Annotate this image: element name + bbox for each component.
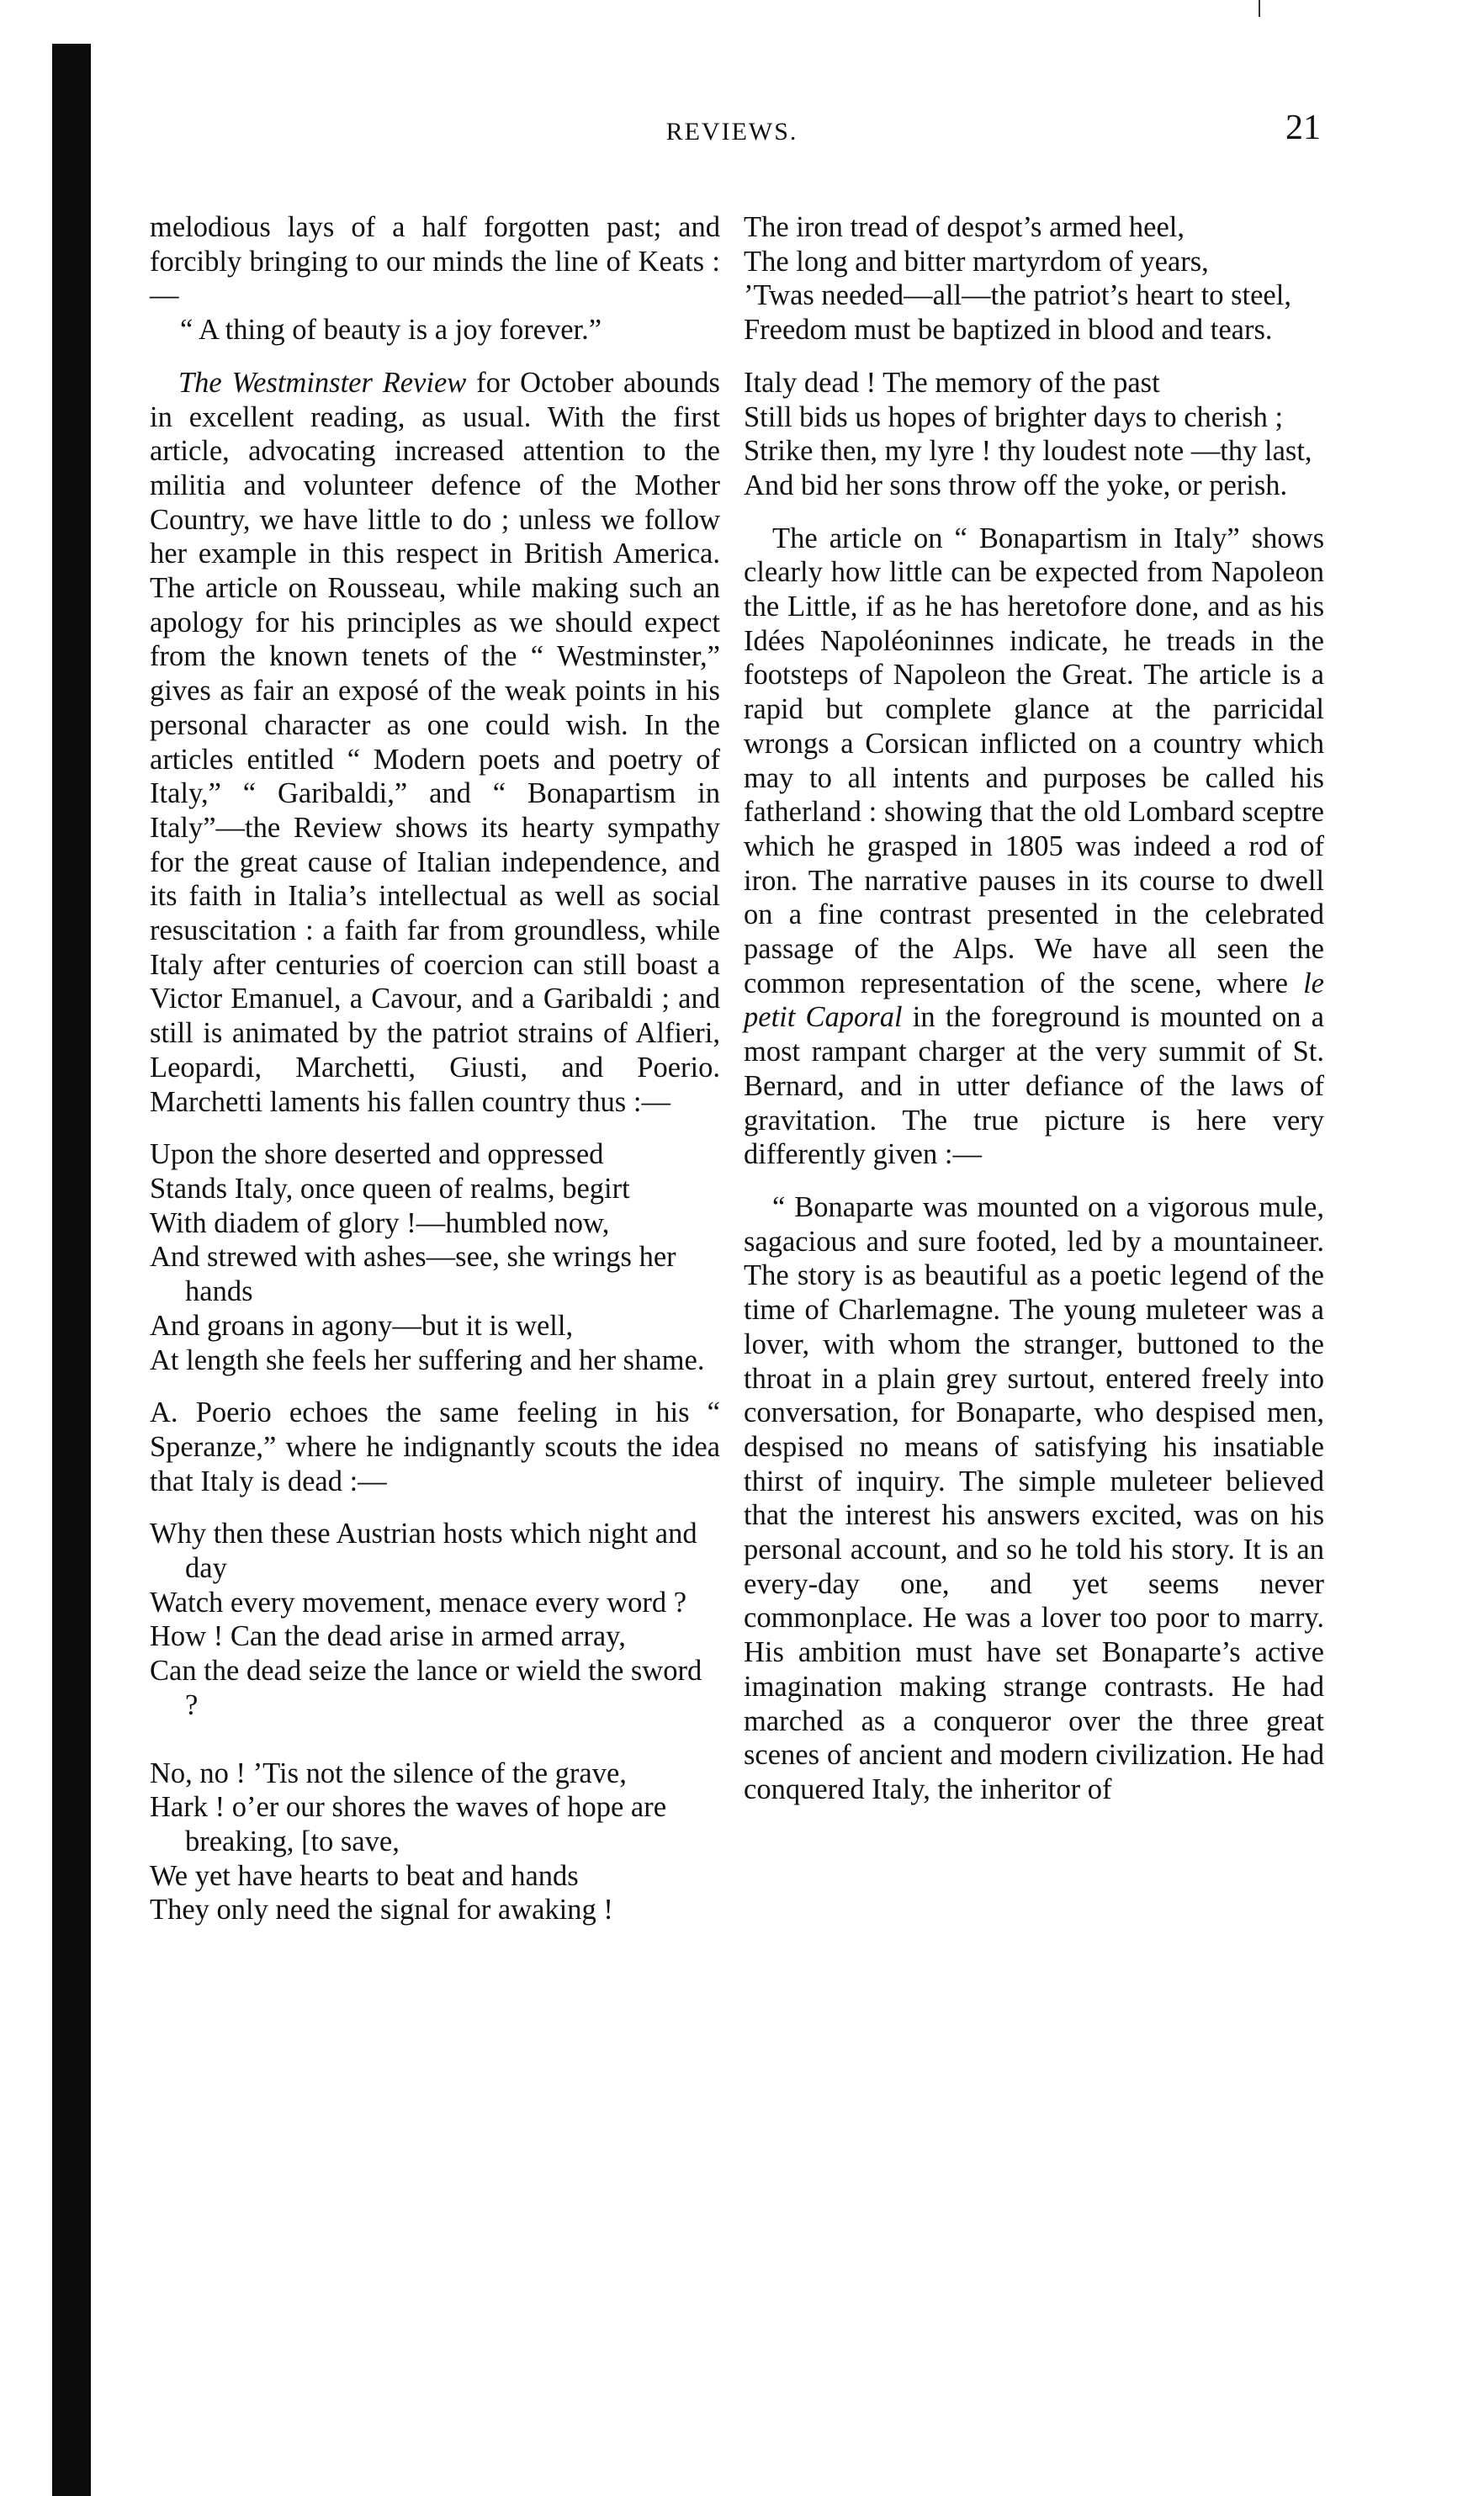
spacer — [744, 503, 1324, 522]
verse-poerio-3 — [744, 210, 1324, 347]
verse-line: They only need the signal for awaking ! — [150, 1894, 613, 1926]
verse-line: Still bids us hopes of brighter days to cherish ; — [744, 400, 1284, 433]
spacer — [150, 1119, 720, 1137]
verse-line: How ! Can the dead arise in armed array, — [150, 1620, 626, 1653]
paragraph-keats-intro: melodious lays of a half forgotten past; and forcibly bringing to our minds the line of Keats :— — [150, 211, 720, 312]
keats-quote: “ A thing of beauty is a joy forever.” — [180, 314, 602, 347]
verse-line: Why then these Austrian hosts which night and day — [150, 1518, 697, 1585]
petit-caporal: le petit Caporal — [744, 967, 1324, 1034]
verse-line: Can the dead seize the lance or wield the sword ? — [150, 1655, 702, 1721]
spacer — [150, 1377, 720, 1396]
verse-line: We yet have hearts to beat and hands — [150, 1859, 579, 1892]
paragraph-bonapartism-text: The article on “ Bonapartism in Italy” shows clearly how little can be expected from Napoleon the Little, if as he has heretofore done, and as his Idées Napoléoninnes indicate, he treads in the footsteps of Napoleon the Great. The article is a rapid but complete glance at the parricidal wrongs a Corsican inflicted on a country which may to all intents and purposes be called his fatherland : showing that the old Lombard sceptre which he grasped in 1805 was indeed a rod of iron. The narrative pauses in its course to dwell on a fine contrast presented in the celebrated passage of the Alps. We have all seen the common representation of the scene, where — [744, 522, 1324, 999]
verse-line: And groans in agony—but it is well, — [150, 1309, 574, 1342]
verse-line: Watch every movement, menace every word ? — [150, 1586, 687, 1619]
left-column — [150, 210, 720, 1927]
spacer — [744, 1172, 1324, 1190]
verse-line: Stands Italy, once queen of realms, begirt — [150, 1172, 630, 1205]
page-number: 21 — [1285, 109, 1321, 147]
paragraph-poerio: A. Poerio echoes the same feeling in his “ Speranze,” where he indignantly scouts the idea that Italy is dead :— — [150, 1396, 720, 1497]
right-column — [744, 210, 1324, 1807]
binding-edge — [52, 44, 91, 2496]
verse-marchetti — [150, 1137, 720, 1377]
spacer — [744, 347, 1324, 366]
verse-line: Hark ! o’er our shores the waves of hope are breaking, [to save, — [150, 1791, 667, 1857]
paragraph-bonapartism-end: in the foreground is mounted on a most rampant charger at the very summit of St. Bernard, and in utter defiance of the laws of gravitation. The true picture is here very differently given :— — [744, 1001, 1324, 1171]
verse-line: With diadem of glory !—humbled now, — [150, 1206, 610, 1239]
paragraph-westminster-text: for October abounds in excellent reading, as usual. With the first article, advocating increased attention to the militia and volunteer defence of the Mother Country, we have little to do ; unless we follow her example in this respect in British America. The article on Rousseau, while making such an apology for his principles as we should expect from the known tenets of the “ Westminster,” gives as fair an exposé of the weak points in his personal character as one could wish. In the articles entitled “ Modern poets and poetry of Italy,” “ Garibaldi,” and “ Bonapartism in Italy”—the Review shows its hearty sympathy for the great cause of Italian independence, and its faith in Italia’s intellectual as well as social resuscitation : a faith far from groundless, while Italy after centuries of coercion can still boast a Victor Emanuel, a Cavour, and a Garibaldi ; and still is animated by the patriot strains of Alfieri, Leopardi, Marchetti, Giusti, and Poerio. Marchetti laments his fallen country thus :— — [150, 366, 720, 1118]
verse-line: The iron tread of despot’s armed heel, — [744, 211, 1185, 243]
spacer — [150, 1723, 720, 1757]
verse-line: Freedom must be baptized in blood and tears. — [744, 314, 1273, 347]
verse-line: And bid her sons throw off the yoke, or perish. — [744, 469, 1288, 501]
paragraph-muleteer: “ Bonaparte was mounted on a vigorous mule, sagacious and sure footed, led by a mountaineer. The story is as beautiful as a poetic legend of the time of Charlemagne. The young muleteer was a lover, with whom the stranger, buttoned to the throat in a plain grey surtout, entered freely into conversation, for Bonaparte, who despised men, despised no means of satisfying his insatiable thirst of inquiry. The simple muleteer believed that the interest his answers excited, was on his personal account, and so he told his story. It is an every-day one, and yet seems never commonplace. He was a lover too poor to marry. His ambition must have set Bonaparte’s active imagination making strange contrasts. He had marched as a conqueror over the three great scenes of ancient and modern civilization. He had conquered Italy, the inheritor of — [744, 1190, 1324, 1805]
running-title: REVIEWS. — [665, 118, 798, 146]
verse-line: And strewed with ashes—see, she wrings her hands — [150, 1241, 676, 1308]
verse-line: Strike then, my lyre ! thy loudest note —thy last, — [744, 435, 1312, 468]
scan-mark — [1259, 0, 1260, 17]
verse-line: Italy dead ! The memory of the past — [744, 366, 1160, 399]
verse-line: Upon the shore deserted and oppressed — [150, 1138, 604, 1171]
verse-line: At length she feels her suffering and her shame. — [150, 1343, 705, 1376]
spacer — [150, 347, 720, 366]
verse-line: ’Twas needed—all—the patriot’s heart to steel, — [744, 279, 1291, 312]
review-title: The Westminster Review — [178, 366, 467, 399]
verse-line: The long and bitter martyrdom of years, — [744, 245, 1209, 278]
paragraph-westminster — [150, 366, 720, 1119]
spacer — [150, 1498, 720, 1517]
verse-poerio-2 — [150, 1757, 720, 1928]
verse-line: No, no ! ’Tis not the silence of the grave, — [150, 1757, 627, 1789]
paragraph-bonapartism — [744, 522, 1324, 1172]
verse-poerio-1 — [150, 1517, 720, 1722]
verse-poerio-4 — [744, 366, 1324, 503]
